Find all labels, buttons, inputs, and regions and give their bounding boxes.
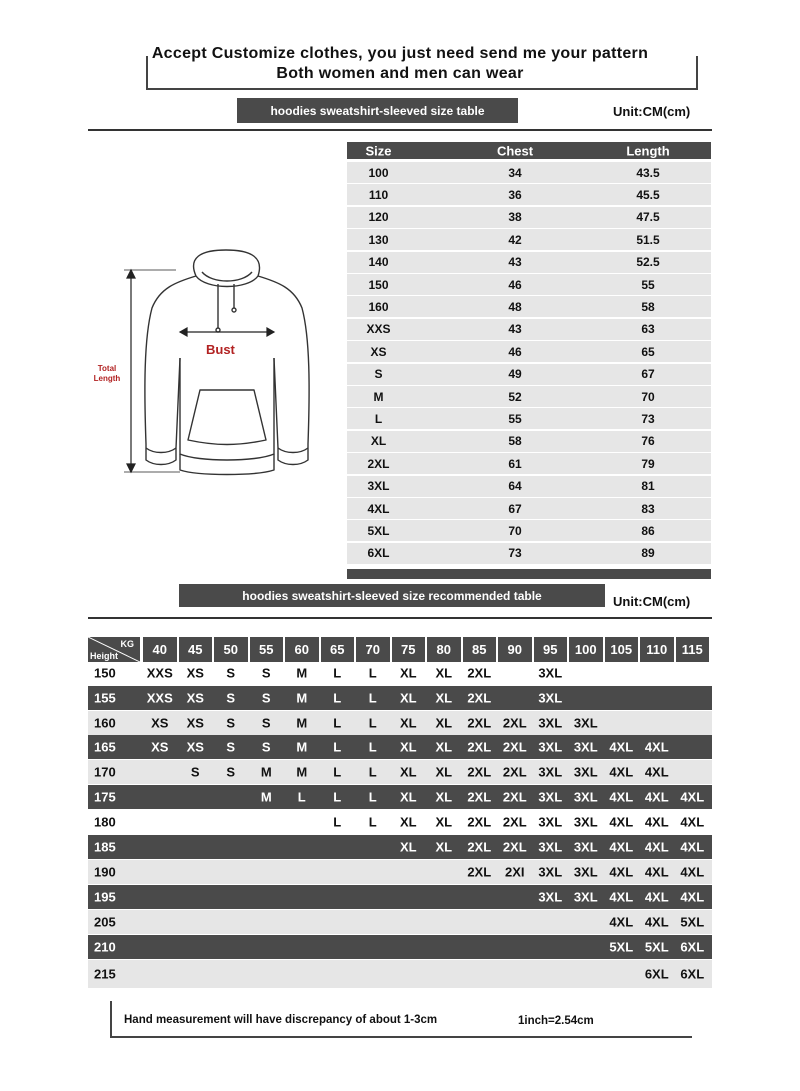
size-cell: S [261,715,271,731]
size-cell: 2XL [467,789,492,805]
total-length-label [93,364,121,384]
size-cell: 4XL [609,839,634,855]
size-table-row [347,453,711,474]
size-cell: 4XL [644,864,669,880]
corner-height-label: Height [90,651,118,661]
header-line-2: Both women and men can wear [276,65,524,82]
size-table-row [347,341,711,362]
size-cell: 2XL [502,715,527,731]
size-cell: 4XL [609,814,634,830]
size-table-cell: 5XL [367,523,390,538]
size-cell: S [226,764,236,780]
rec-table-row [88,760,712,784]
size-cell: XL [435,839,453,855]
size-table-cell: 46 [508,277,522,292]
size-cell: L [368,690,377,706]
size-table-cell: 67 [641,367,655,382]
size-cell: M [296,764,308,780]
size-cell: XL [435,814,453,830]
footer-conversion: 1inch=2.54cm [518,1015,594,1027]
size-table-cell: 79 [641,456,655,471]
size-table-cell: 45.5 [636,187,660,202]
size-table-cell: 70 [641,389,655,404]
kg-header-cell: 105 [605,637,639,662]
size-table-cell: 51.5 [636,232,660,247]
size-table-row [347,274,711,295]
size-table-cell: 61 [508,456,522,471]
size-cell: M [260,789,272,805]
size-table-cell: 63 [641,322,655,337]
size-cell: 5XL [609,939,634,955]
size-table-cell: 43 [508,322,522,337]
size-cell: 2XI [504,864,525,880]
height-cell: 170 [94,764,116,780]
size-cell: 4XL [609,789,634,805]
size-cell: L [333,814,342,830]
size-cell: S [261,739,271,755]
size-cell: L [333,789,342,805]
size-table-row [347,162,711,183]
size-table-cell: 83 [641,501,655,516]
size-table-cell: 6XL [367,546,390,561]
size-cell: 6XL [680,939,705,955]
size-table-cell: 48 [508,299,522,314]
size-table-row [347,520,711,541]
size-cell: 3XL [538,864,563,880]
hoodie-icon [88,248,338,483]
header-bracket [146,56,698,90]
kg-header-cell: 85 [463,637,497,662]
size-cell: 2XL [502,814,527,830]
size-cell: M [296,690,308,706]
size-table-row [347,364,711,385]
size-table-cell: XXS [366,322,391,337]
size-cell: 3XL [573,889,598,905]
height-cell: 185 [94,839,116,855]
size-cell: 2XL [502,839,527,855]
height-cell: 215 [94,966,116,982]
footer-note: Hand measurement will have discrepancy of about 1-3cm [124,1014,438,1026]
size-cell: 3XL [538,889,563,905]
kg-header-cell: 45 [179,637,213,662]
size-table-cell: 4XL [367,501,390,516]
size-cell: 2XL [502,739,527,755]
size-table-row [347,386,711,407]
size-cell: 5XL [680,914,705,930]
rec-table-row [88,860,712,884]
size-table-row [347,207,711,228]
size-cell: 2XL [502,764,527,780]
size-table-footer-bar [347,569,711,579]
size-cell: M [260,764,272,780]
size-cell: 4XL [680,839,705,855]
size-cell: XL [399,715,417,731]
size-table-header [347,142,711,159]
size-cell: 4XL [644,914,669,930]
size-cell: L [368,665,377,681]
size-cell: 4XL [609,864,634,880]
size-cell: XL [399,764,417,780]
rec-table-title: hoodies sweatshirt-sleeved size recommended table [179,584,605,607]
size-table-row [347,476,711,497]
size-cell: 4XL [644,814,669,830]
size-table-cell: 89 [641,546,655,561]
height-cell: 175 [94,789,116,805]
height-cell: 165 [94,739,116,755]
size-table-cell: S [374,367,383,382]
size-cell: XL [435,690,453,706]
size-table-cell: 67 [508,501,522,516]
size-cell: 3XL [538,690,563,706]
size-cell: XS [186,690,204,706]
size-cell: XS [186,715,204,731]
size-cell: 4XL [609,889,634,905]
corner-kg-label: KG [120,639,134,649]
rec-table-row [88,785,712,809]
size-cell: XL [435,665,453,681]
size-cell: 2XL [467,864,492,880]
rec-table-corner [88,637,140,662]
bust-label: Bust [206,342,235,357]
size-cell: 6XL [680,966,705,982]
size-cell: 4XL [609,739,634,755]
size-cell: 2XL [502,789,527,805]
height-cell: 155 [94,690,116,706]
size-table-cell: 76 [641,434,655,449]
size-table-cell: 3XL [367,479,390,494]
size-cell: XXS [146,690,173,706]
rec-table-unit: Unit:CM(cm) [613,594,691,609]
size-cell: S [261,690,271,706]
size-cell: 2XL [467,739,492,755]
size-cell: XS [186,739,204,755]
rec-table-row [88,935,712,959]
size-table-cell: 47.5 [636,210,660,225]
kg-header-cell: 80 [427,637,461,662]
size-cell: S [226,739,236,755]
size-cell: 4XL [680,814,705,830]
size-cell: XL [435,789,453,805]
size-cell: L [333,665,342,681]
size-cell: 4XL [680,789,705,805]
kg-header-cell: 115 [676,637,710,662]
size-table-cell: 38 [508,210,522,225]
kg-header-cell: 40 [143,637,177,662]
size-cell: 2XL [467,814,492,830]
size-cell: XS [151,715,169,731]
size-cell: 4XL [644,789,669,805]
kg-header-cell: 100 [569,637,603,662]
size-cell: S [226,665,236,681]
size-table-cell: L [374,411,383,426]
size-table-cell: 58 [508,434,522,449]
size-cell: 4XL [609,764,634,780]
size-table-cell: 58 [641,299,655,314]
size-table-cell: 81 [641,479,655,494]
size-cell: XL [399,690,417,706]
height-cell: 180 [94,814,116,830]
size-cell: L [368,739,377,755]
height-cell: 205 [94,914,116,930]
divider [88,617,712,619]
size-cell: 2XL [467,839,492,855]
size-table-cell: 43 [508,255,522,270]
kg-header-cell: 50 [214,637,248,662]
size-cell: 3XL [573,814,598,830]
size-table-row [347,184,711,205]
size-table-row [347,498,711,519]
size-table-cell: 42 [508,232,522,247]
size-cell: S [261,665,271,681]
size-table-cell: 64 [508,479,522,494]
size-cell: L [368,764,377,780]
size-table-cell: 73 [641,411,655,426]
size-cell: L [297,789,306,805]
size-table-row [347,296,711,317]
size-cell: 3XL [538,814,563,830]
kg-header-cell: 95 [534,637,568,662]
size-table-row [347,229,711,250]
size-table-cell: 36 [508,187,522,202]
size-table-cell: 46 [508,344,522,359]
size-table-cell: 55 [641,277,655,292]
kg-header-cell: 60 [285,637,319,662]
size-cell: 3XL [538,839,563,855]
size-table-cell: 120 [368,210,389,225]
size-cell: 6XL [644,966,669,982]
size-table-header-cell: Chest [496,143,534,158]
rec-table-row [88,810,712,834]
size-cell: 2XL [467,665,492,681]
size-cell: 4XL [644,889,669,905]
size-table-cell: 150 [368,277,389,292]
height-cell: 190 [94,864,116,880]
size-cell: 5XL [644,939,669,955]
rec-table-row [88,835,712,859]
size-cell: 3XL [573,789,598,805]
height-cell: 195 [94,889,116,905]
header-line-1: Accept Customize clothes, you just need send me your pattern [151,45,649,62]
height-cell: 160 [94,715,116,731]
size-cell: 4XL [644,839,669,855]
kg-header-cell: 75 [392,637,426,662]
size-cell: XL [399,814,417,830]
rec-table-row [88,662,712,684]
size-cell: 2XL [467,715,492,731]
size-table-cell: 2XL [367,456,390,471]
rec-table-row [88,910,712,934]
size-table-cell: 130 [368,232,389,247]
size-table-cell: 86 [641,523,655,538]
size-cell: 3XL [538,739,563,755]
kg-header-cell: 65 [321,637,355,662]
rec-table-row [88,960,712,988]
size-cell: L [333,764,342,780]
rec-table-row [88,686,712,710]
size-cell: XL [399,739,417,755]
size-cell: M [296,665,308,681]
rec-table-row [88,885,712,909]
size-table-cell: XL [370,434,387,449]
size-table-cell: 110 [368,187,389,202]
size-cell: 4XL [680,889,705,905]
size-cell: XL [399,839,417,855]
size-cell: 4XL [680,864,705,880]
size-table-row [347,252,711,273]
size-table-header-cell: Length [626,143,670,158]
size-cell: XL [399,789,417,805]
size-cell: 3XL [573,715,598,731]
size-table-cell: 73 [508,546,522,561]
size-table-cell: 52 [508,389,522,404]
size-cell: S [190,764,200,780]
size-table-title: hoodies sweatshirt-sleeved size table [237,98,518,123]
size-table-cell: XS [370,344,387,359]
size-table-row [347,431,711,452]
size-cell: L [333,739,342,755]
size-cell: XS [151,739,169,755]
size-cell: L [333,715,342,731]
size-cell: 3XL [538,789,563,805]
size-cell: L [333,690,342,706]
height-cell: 210 [94,939,116,955]
size-cell: XL [435,715,453,731]
size-table-cell: 70 [508,523,522,538]
divider [88,129,712,131]
kg-header-cell: 110 [640,637,674,662]
size-table-cell: 65 [641,344,655,359]
total-length-label-line2: Length [93,374,121,383]
size-cell: 3XL [573,739,598,755]
size-table-cell: 100 [368,165,389,180]
size-cell: 4XL [609,914,634,930]
size-cell: 3XL [538,665,563,681]
size-table-cell: 55 [508,411,522,426]
size-cell: 2XL [467,764,492,780]
total-length-label-line1: Total [97,364,117,373]
size-table-cell: M [373,389,384,404]
size-table-row [347,543,711,564]
size-cell: XL [399,665,417,681]
size-cell: L [368,789,377,805]
size-cell: S [226,715,236,731]
size-cell: 3XL [573,839,598,855]
size-cell: XS [186,665,204,681]
size-table-cell: 49 [508,367,522,382]
size-cell: S [226,690,236,706]
size-table-unit: Unit:CM(cm) [613,104,691,119]
hoodie-diagram [88,248,338,483]
rec-table-row [88,735,712,759]
height-cell: 150 [94,665,116,681]
size-table-cell: 160 [368,299,389,314]
kg-header-cell: 55 [250,637,284,662]
rec-table-row [88,711,712,735]
size-table-header-cell: Size [365,143,392,158]
kg-header-cell: 90 [498,637,532,662]
size-cell: XXS [146,665,173,681]
size-cell: 4XL [644,764,669,780]
size-table-cell: 43.5 [636,165,660,180]
size-cell: XL [435,739,453,755]
size-cell: L [368,814,377,830]
size-cell: L [368,715,377,731]
size-table-row [347,408,711,429]
size-cell: 3XL [573,864,598,880]
size-table-cell: 140 [368,255,389,270]
kg-header-cell: 70 [356,637,390,662]
size-cell: M [296,739,308,755]
size-cell: XL [435,764,453,780]
size-cell: 2XL [467,690,492,706]
size-cell: 3XL [538,715,563,731]
size-cell: 3XL [538,764,563,780]
size-cell: 4XL [644,739,669,755]
size-table-row [347,319,711,340]
size-cell: M [296,715,308,731]
size-table-cell: 52.5 [636,255,660,270]
size-cell: 3XL [573,764,598,780]
size-table-cell: 34 [508,165,522,180]
